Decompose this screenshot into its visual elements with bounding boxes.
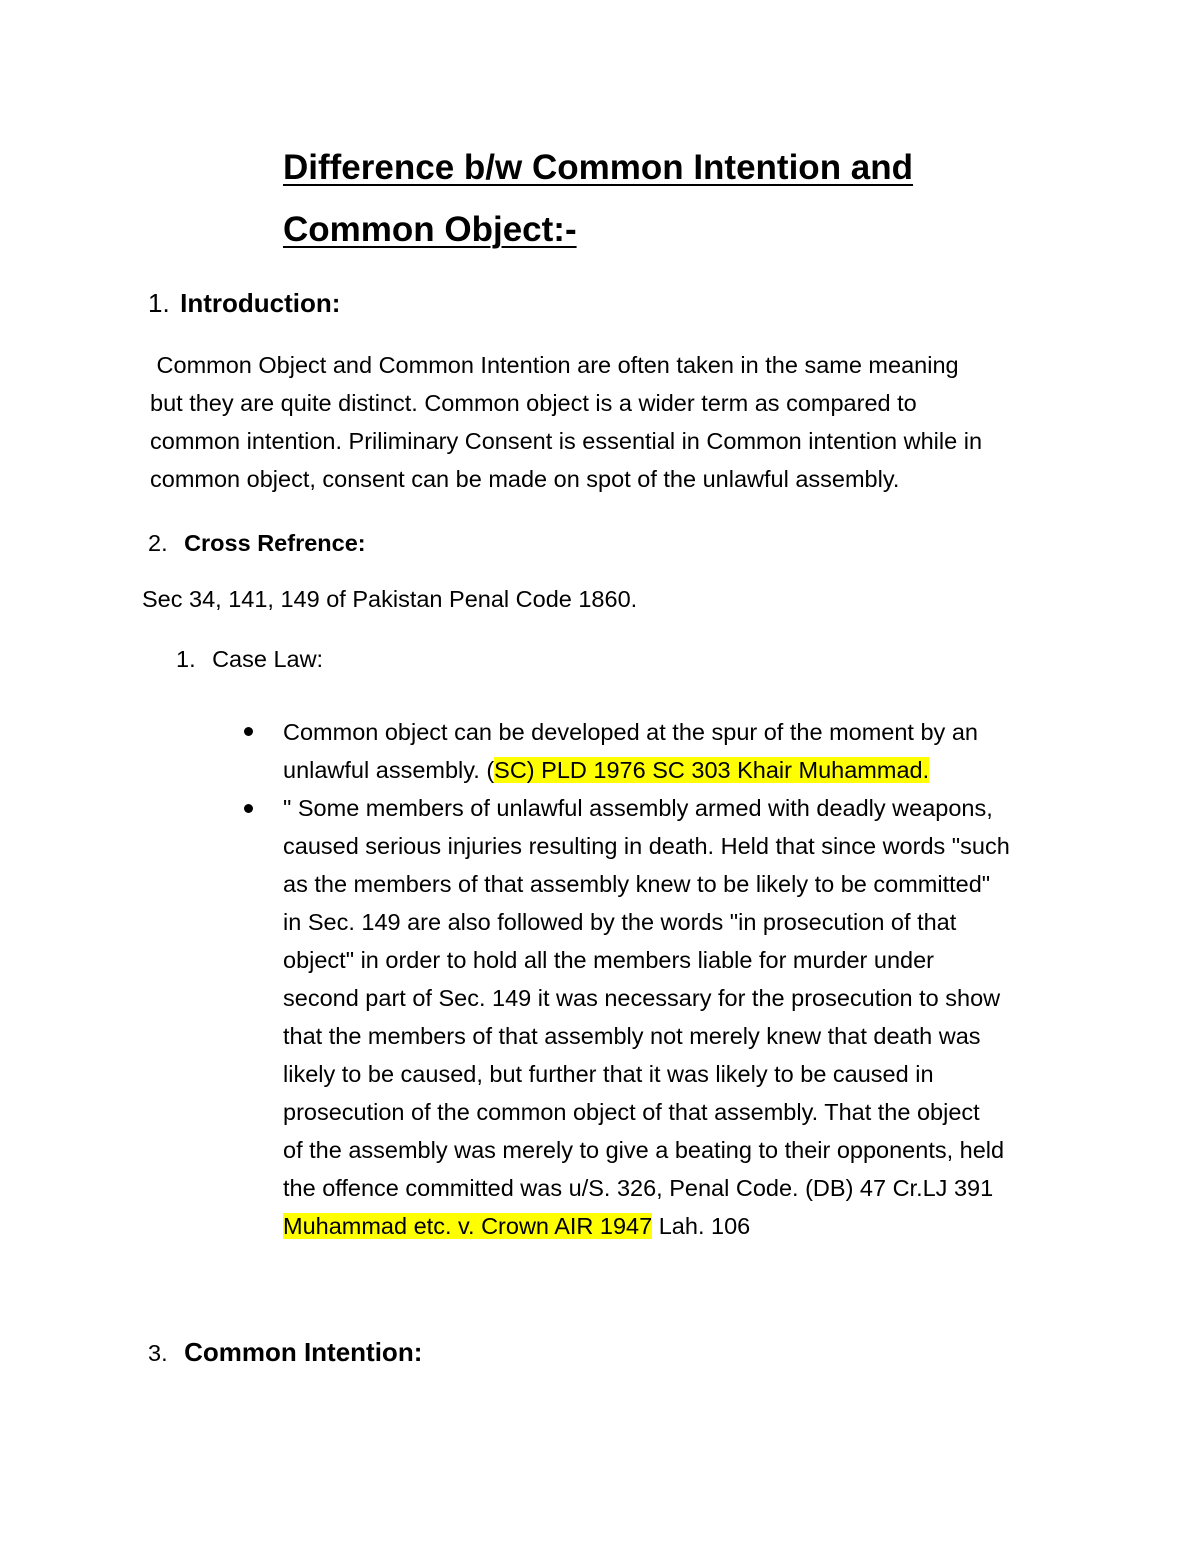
- common-intention-number: 3.: [148, 1340, 168, 1366]
- case-law-number: 1.: [176, 646, 196, 672]
- bullet-1-highlighted-citation: SC) PLD 1976 SC 303 Khair Muhammad.: [494, 757, 930, 783]
- common-intention-heading-text: Common Intention:: [184, 1337, 423, 1367]
- bullet-2-line: prosecution of the common object of that assembly. That the object: [283, 1099, 980, 1125]
- case-law-heading-text: Case Law:: [212, 646, 324, 672]
- bullet-1-line: Common object can be developed at the spur of the moment by an: [283, 719, 978, 745]
- document-title-line1: Difference b/w Common Intention and: [283, 148, 914, 187]
- bullet-1-plain-text: unlawful assembly. (: [283, 757, 495, 783]
- bullet-2-line: the offence committed was u/S. 326, Penal Code. (DB) 47 Cr.LJ 391: [283, 1175, 994, 1201]
- intro-number: 1.: [148, 288, 170, 318]
- intro-line: common intention. Priliminary Consent is essential in Common intention while in: [150, 428, 983, 454]
- bullet-1-line: [283, 751, 978, 789]
- common-intention-heading: [148, 1334, 422, 1372]
- cross-reference-number: 2.: [148, 530, 168, 556]
- cross-reference-heading: [148, 524, 366, 562]
- document-title-line2: Common Object:-: [283, 210, 577, 249]
- bullet-2-line: of the assembly was merely to give a beating to their opponents, held: [283, 1137, 1005, 1163]
- case-law-heading: [176, 640, 323, 678]
- bullet-2-plain-text: Lah. 106: [652, 1213, 751, 1239]
- intro-line: but they are quite distinct. Common object is a wider term as compared to: [150, 390, 917, 416]
- bullet-2-line: second part of Sec. 149 it was necessary for the prosecution to show: [283, 985, 1001, 1011]
- intro-heading-text: Introduction:: [180, 288, 341, 318]
- bullet-icon: [244, 804, 253, 813]
- bullet-2-line: in Sec. 149 are also followed by the words "in prosecution of that: [283, 909, 957, 935]
- bullet-2-line: that the members of that assembly not merely knew that death was: [283, 1023, 981, 1049]
- bullet-icon: [244, 727, 253, 736]
- intro-line: common object, consent can be made on spot of the unlawful assembly.: [150, 466, 900, 492]
- bullet-2-line: likely to be caused, but further that it was likely to be caused in: [283, 1061, 934, 1087]
- case-law-bullet-1: [283, 713, 978, 789]
- bullet-2-line: [283, 1207, 1010, 1245]
- bullet-2-line: " Some members of unlawful assembly armed with deadly weapons,: [283, 795, 993, 821]
- case-law-bullet-2: [283, 789, 1010, 1245]
- bullet-2-line: object" in order to hold all the members liable for murder under: [283, 947, 935, 973]
- intro-paragraph: [150, 346, 982, 498]
- bullet-2-line: caused serious injuries resulting in death. Held that since words "such: [283, 833, 1010, 859]
- bullet-2-highlighted-citation: Muhammad etc. v. Crown AIR 1947: [283, 1213, 653, 1239]
- intro-line: Common Object and Common Intention are often taken in the same meaning: [150, 352, 959, 378]
- cross-reference-heading-text: Cross Refrence:: [184, 530, 366, 556]
- bullet-2-line: as the members of that assembly knew to be likely to be committed": [283, 871, 991, 897]
- intro-heading: [148, 288, 340, 319]
- cross-reference-text: Sec 34, 141, 149 of Pakistan Penal Code 1860.: [142, 586, 638, 612]
